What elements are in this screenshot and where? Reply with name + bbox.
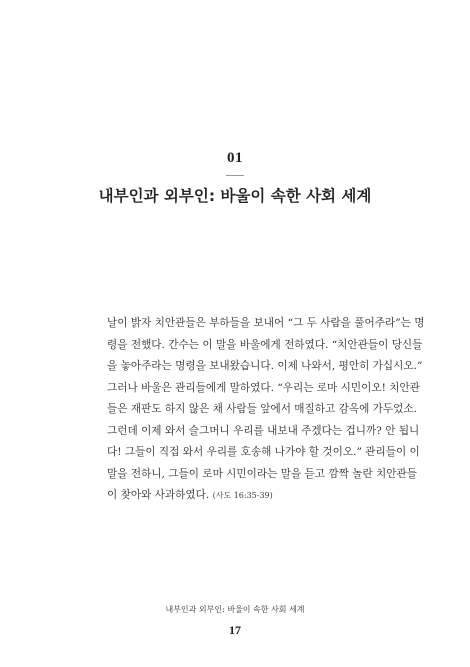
chapter-number: 01 xyxy=(227,150,243,166)
body-line: 말을 전하니, 그들이 로마 시민이라는 말을 듣고 깜짝 놀란 치안관들 xyxy=(107,467,417,480)
chapter-divider xyxy=(226,175,244,176)
body-line: 그러나 바울은 관리들에게 말하였다. “우리는 로마 시민이오! 치안관 xyxy=(107,381,420,394)
body-line: 들은 재판도 하지 않은 채 사람들 앞에서 매질하고 감옥에 가두었소. xyxy=(107,403,417,415)
body-line: 령을 전했다. 간수는 이 말을 바울에게 전하였다. “치안관들이 당신들 xyxy=(107,338,423,351)
body-line: 이 찾아와 사과하였다. xyxy=(107,489,210,501)
body-paragraph xyxy=(107,313,425,507)
running-footer-title: 내부인과 외부인: 바울이 속한 사회 세계 xyxy=(165,605,305,614)
page-number: 17 xyxy=(229,623,241,637)
body-line: 날이 밝자 치안관들은 부하들을 보내어 “그 두 사람을 풀어주라”는 명 xyxy=(107,317,425,329)
body-line: 다! 그들이 직접 와서 우리를 호송해 나가야 할 것이오.” 관리들이 이 xyxy=(107,446,420,458)
scripture-citation: (사도 16:35-39) xyxy=(212,491,273,500)
body-line: 그런데 이제 와서 슬그머니 우리를 내보내 주겠다는 겁니까? 안 됩니 xyxy=(107,424,420,437)
chapter-title: 내부인과 외부인: 바울이 속한 사회 세계 xyxy=(98,187,372,205)
body-last-line xyxy=(107,485,397,507)
body-line: 을 놓아주라는 명령을 보내왔습니다. 이제 나와서, 평안히 가십시오.” xyxy=(107,360,423,372)
